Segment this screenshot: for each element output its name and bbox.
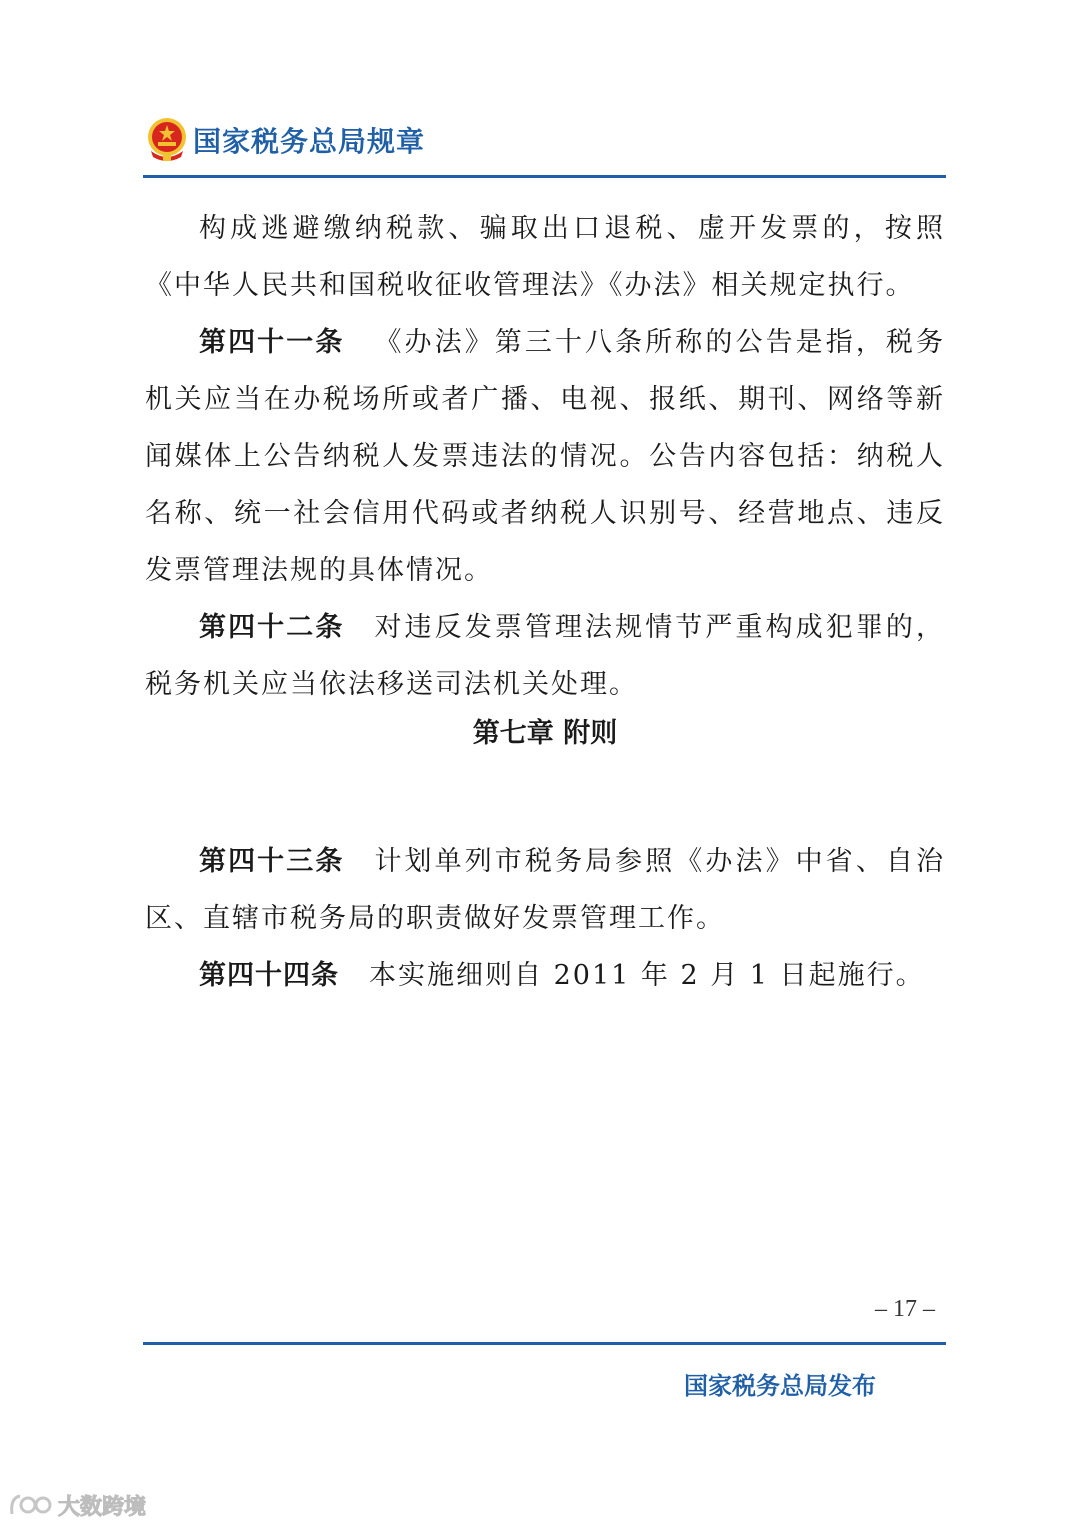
article-label: 第四十一条: [199, 327, 345, 358]
article-44: [145, 947, 945, 1004]
article-text: 对违反发票管理法规情节严重构成犯罪的，税务机关应当依法移送司法机关处理。: [145, 612, 946, 700]
page-header: [145, 112, 945, 168]
article-text: 计划单列市税务局参照《办法》中省、自治区、直辖市税务局的职责做好发票管理工作。: [145, 846, 946, 934]
paragraph-continuation: [145, 200, 945, 314]
chapter-heading: 第七章 附则: [472, 718, 618, 749]
paragraph-text: 构成逃避缴纳税款、骗取出口退税、虚开发票的，按照《中华人民共和国税收征收管理法》《办法》相关规定执行。: [145, 213, 945, 301]
article-label: 第四十二条: [199, 612, 345, 643]
header-title: 国家税务总局规章: [193, 125, 426, 158]
article-text: 《办法》第三十八条所称的公告是指，税务机关应当在办税场所或者广播、电视、报纸、期刊、网络等新闻媒体上公告纳税人发票违法的情况。公告内容包括：纳税人名称、统一社会信用代码或者纳税人识别号、经营地点、违反发票管理法规的具体情况。: [145, 327, 946, 586]
article-text: 本实施细则自 2011 年 2 月 1 日起施行。: [369, 960, 925, 991]
article-label: 第四十四条: [199, 960, 339, 991]
page-number: – 17 –: [875, 1296, 935, 1322]
watermark: [8, 1490, 146, 1520]
footer-divider: [143, 1342, 946, 1345]
watermark-text: 大数跨境: [58, 1494, 147, 1520]
watermark-logo-icon: [8, 1492, 56, 1518]
article-41: [145, 314, 945, 599]
document-body: [145, 200, 945, 1004]
article-43: [145, 833, 945, 947]
article-label: 第四十三条: [199, 846, 345, 877]
header-divider: [143, 175, 946, 178]
article-42: [145, 599, 945, 713]
footer-publisher: 国家税务总局发布: [684, 1372, 876, 1400]
national-emblem-icon: [145, 115, 189, 165]
